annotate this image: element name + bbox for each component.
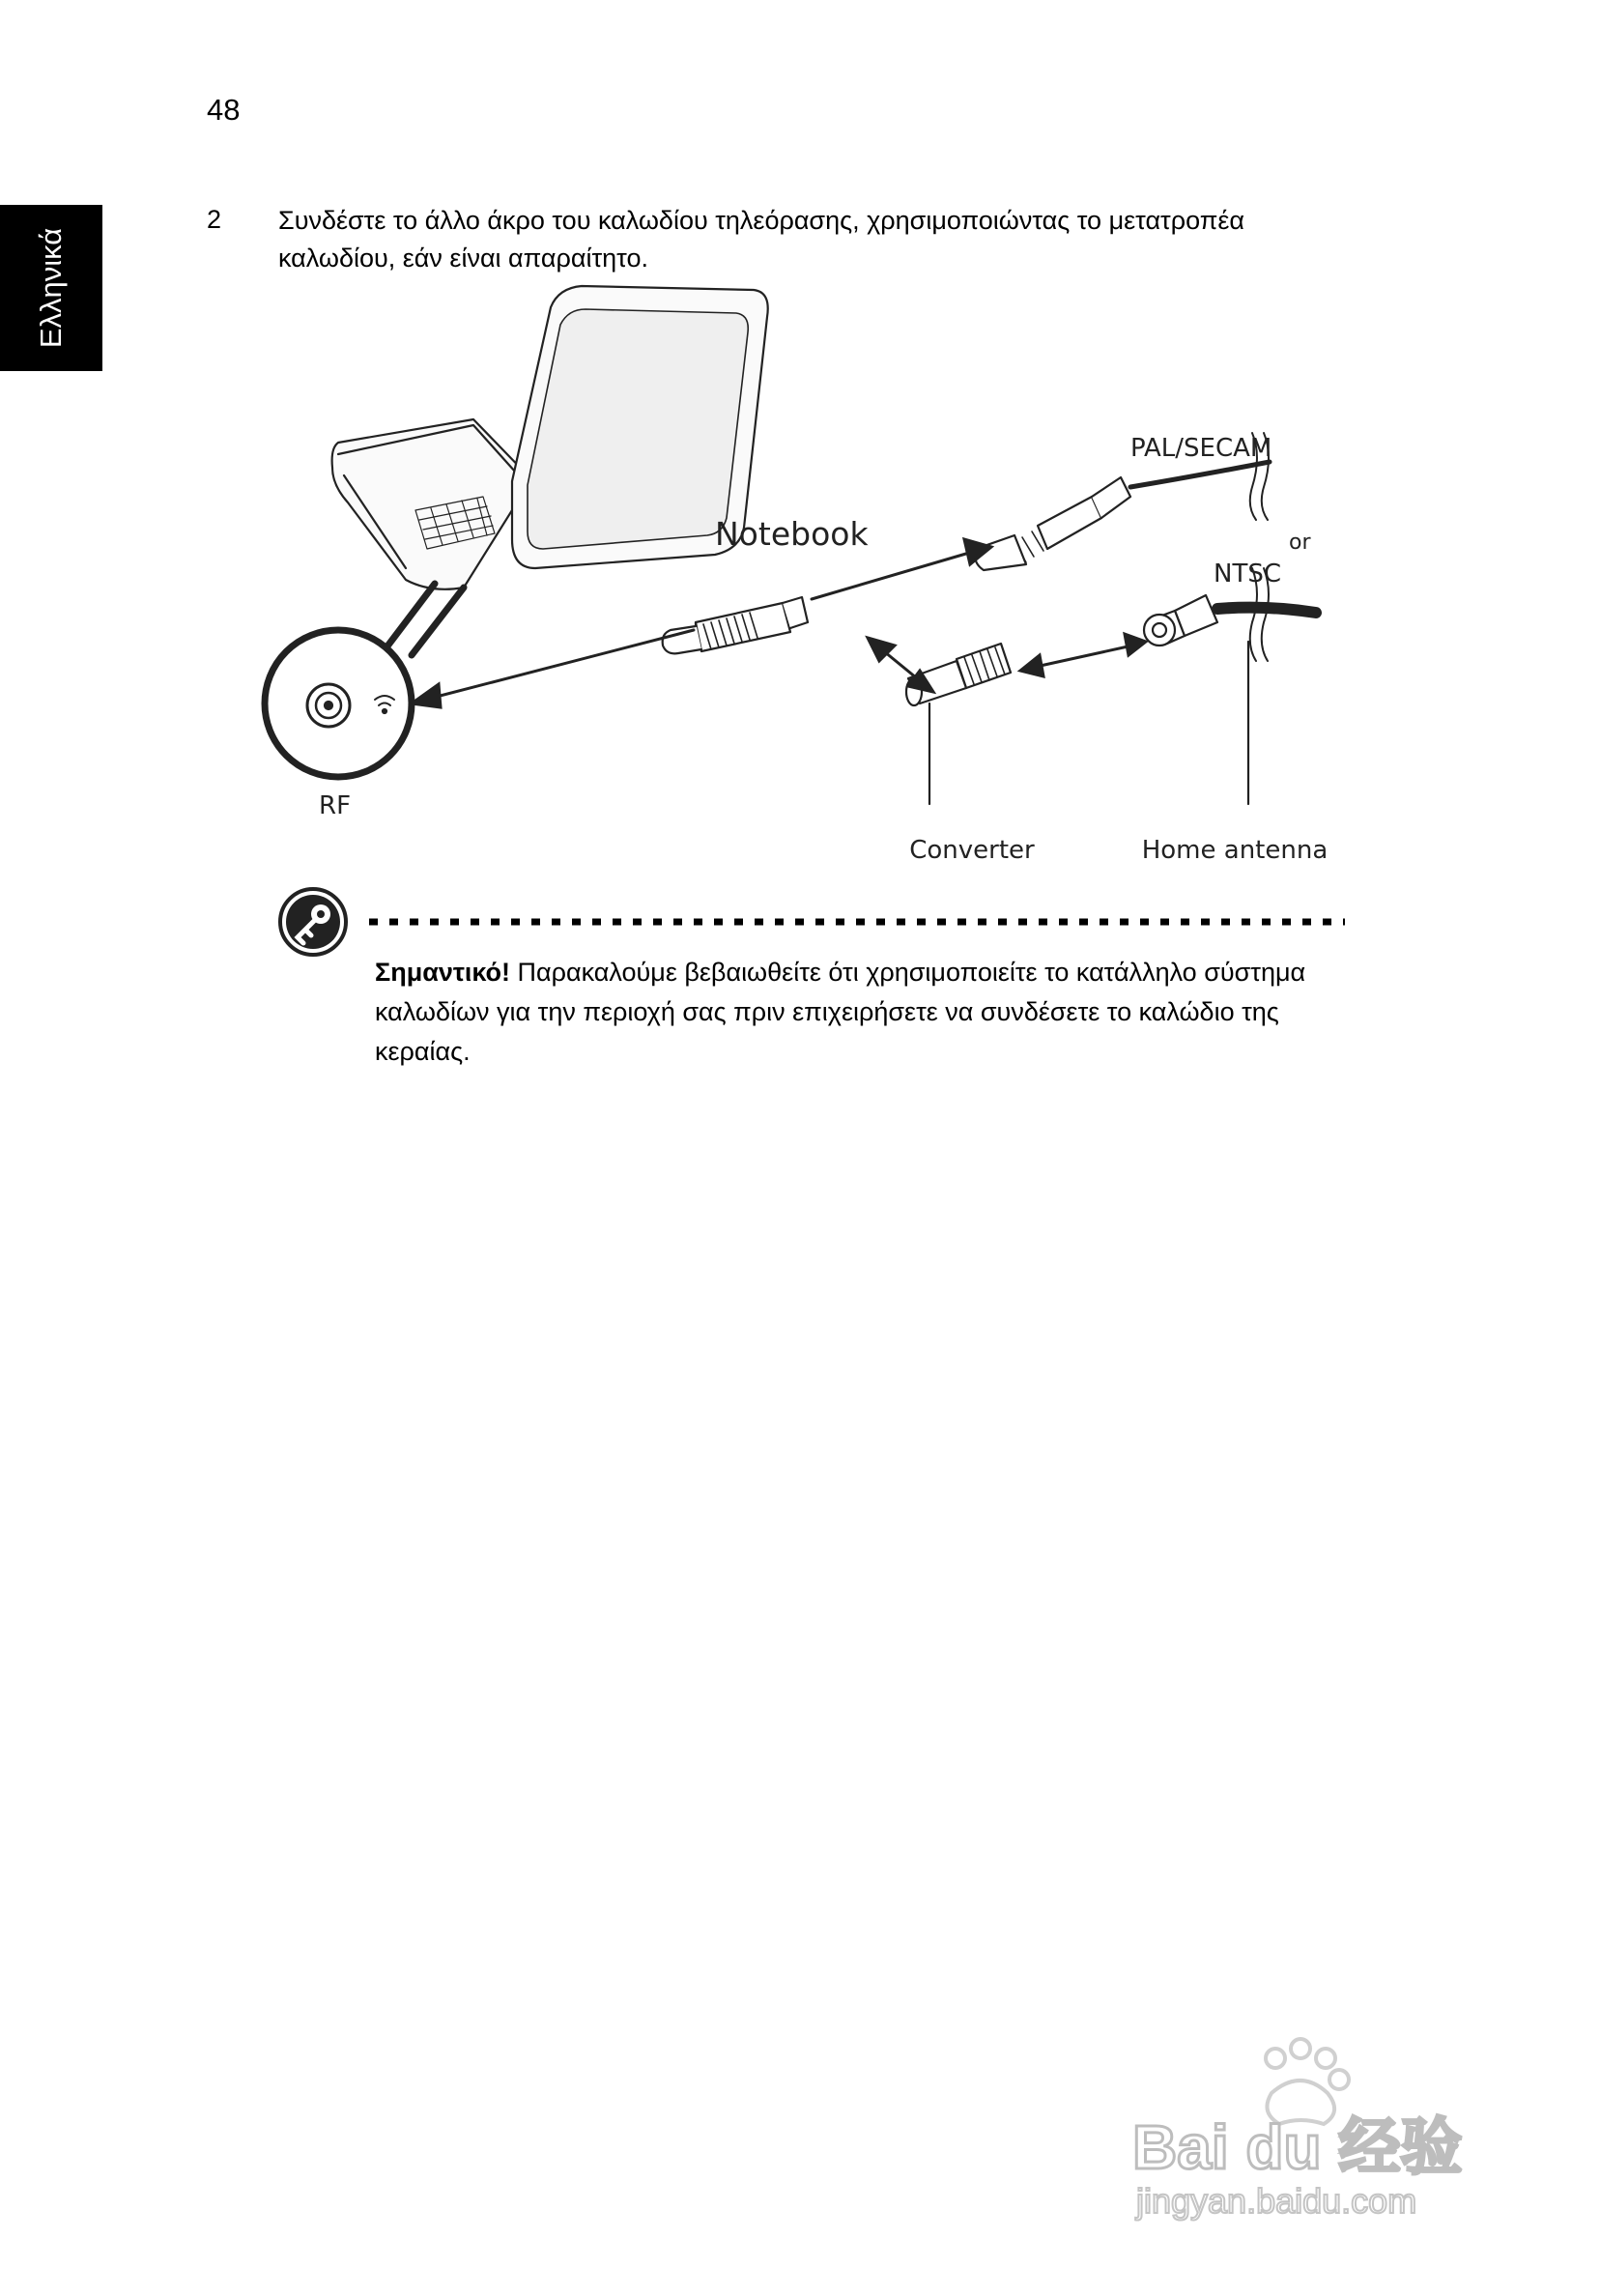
label-rf: RF: [319, 791, 352, 820]
watermark-url: jingyan.baidu.com: [1136, 2181, 1417, 2221]
laptop-illustration: [332, 286, 768, 589]
language-tab: [0, 205, 102, 371]
watermark-brand: Bai du 经验: [1132, 2112, 1463, 2182]
label-notebook: Notebook: [715, 515, 869, 553]
baidu-watermark: [1121, 2033, 1507, 2226]
step-number: 2: [207, 205, 222, 234]
language-tab-label: Ελληνικά: [34, 227, 68, 349]
rf-port-callout: [265, 584, 464, 777]
important-note: [375, 953, 1351, 1072]
note-label: Σημαντικό!: [375, 958, 511, 987]
page-number: 48: [207, 93, 241, 127]
step-text: Συνδέστε το άλλο άκρο του καλωδίου τηλεόρασης, χρησιμοποιώντας το μετατροπέα καλωδίου, εάν είναι απαραίτητο.: [278, 206, 1244, 273]
note-dotted-divider: [369, 917, 1345, 927]
label-ntsc: NTSC: [1214, 560, 1281, 588]
tv-antenna-connection-diagram: [242, 278, 1353, 877]
key-icon: [276, 885, 350, 959]
label-converter: Converter: [909, 836, 1035, 865]
label-pal-secam: PAL/SECAM: [1130, 434, 1272, 463]
notebook-coax-plug: [663, 597, 808, 653]
label-home-antenna: Home antenna: [1141, 836, 1329, 865]
note-body: Παρακαλούμε βεβαιωθείτε ότι χρησιμοποιείτε το κατάλληλο σύστημα καλωδίων για την περιοχή σας πριν επιχειρήσετε να συνδέσετε το καλώδιο της κεραίας.: [375, 958, 1306, 1066]
label-or: or: [1289, 531, 1311, 555]
